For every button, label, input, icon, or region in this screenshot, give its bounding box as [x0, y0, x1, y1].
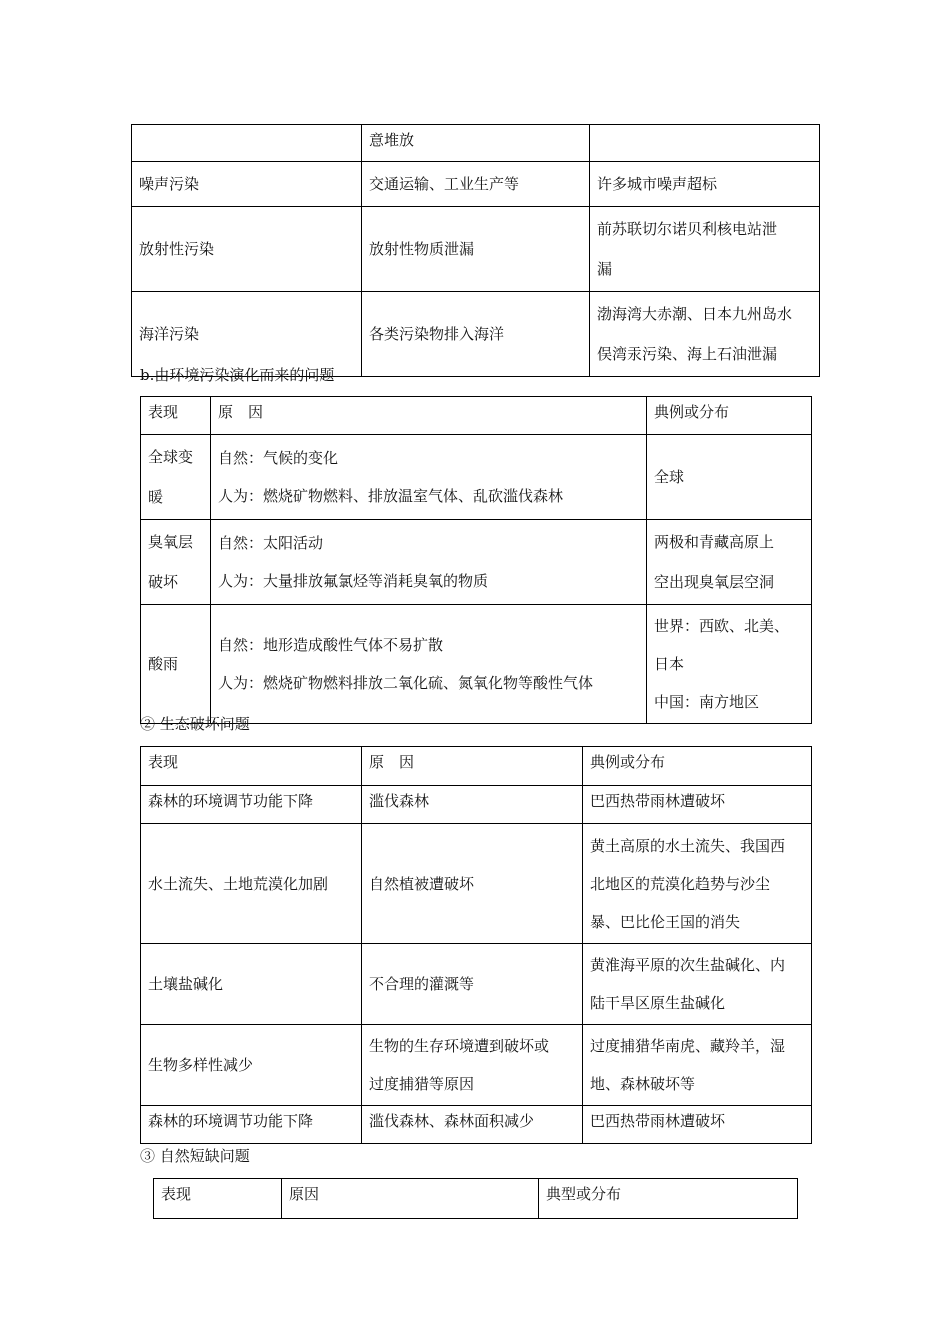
- table-cell: 滥伐森林、森林面积减少: [362, 1106, 583, 1144]
- table-cell: 巴西热带雨林遭破坏: [583, 1106, 812, 1144]
- table-cell: 水土流失、土地荒漠化加剧: [141, 824, 362, 944]
- table-row: [141, 435, 812, 520]
- table-row: [141, 944, 812, 1025]
- table-cell: 自然植被遭破坏: [362, 824, 583, 944]
- table-cell: 意堆放: [362, 125, 590, 162]
- table-cell: 放射性物质泄漏: [362, 207, 590, 292]
- table-cell: [583, 824, 812, 944]
- table-cell: [211, 520, 647, 605]
- column-header: 典例或分布: [583, 747, 812, 786]
- cell-line: 渤海湾大赤潮、日本九州岛水: [597, 305, 793, 323]
- table-row: [141, 605, 812, 724]
- cell-line: 漏: [597, 260, 613, 278]
- table-cell: [647, 435, 812, 520]
- table-cell: [647, 605, 812, 724]
- table-cell: 交通运输、工业生产等: [362, 162, 590, 207]
- cell-line: 俣湾汞污染、海上石油泄漏: [597, 345, 778, 363]
- cell-line: 世界：西欧、北美、: [654, 617, 790, 635]
- resource-shortage-table: [153, 1178, 798, 1219]
- cell-line: 前苏联切尔诺贝利核电站泄: [597, 220, 778, 238]
- table-cell: 滥伐森林: [362, 786, 583, 824]
- section-heading-b: b.由环境污染演化而来的问题: [140, 366, 335, 384]
- table-cell: 各类污染物排入海洋: [362, 292, 590, 377]
- cell-line: 全球: [654, 468, 685, 486]
- cell-line: 黄土高原的水土流失、我国西: [590, 836, 786, 855]
- table-row: [141, 520, 812, 605]
- cell-line: 两极和青藏高原上: [654, 533, 775, 551]
- ecological-damage-table: [140, 746, 812, 1144]
- cell-line: 过度捕猎等原因: [369, 1075, 475, 1093]
- cell-line: 暖: [148, 488, 164, 506]
- table-header-row: [141, 747, 812, 786]
- cell-line: 臭氧层: [148, 533, 194, 551]
- table-cell: [362, 1025, 583, 1106]
- cell-line: 陆干旱区原生盐碱化: [590, 994, 726, 1012]
- table-cell: 许多城市噪声超标: [590, 162, 820, 207]
- table-row: [141, 1025, 812, 1106]
- cell-line: 中国：南方地区: [654, 693, 760, 711]
- table-cell: 生物多样性减少: [141, 1025, 362, 1106]
- table-cell: 放射性污染: [132, 207, 362, 292]
- table-row: [132, 207, 820, 292]
- column-header: 表现: [141, 397, 211, 435]
- table-cell: 森林的环境调节功能下降: [141, 1106, 362, 1144]
- table-cell: [132, 125, 362, 162]
- pollution-table: [131, 124, 820, 377]
- column-header: 典型或分布: [539, 1179, 798, 1219]
- table-row: [141, 1106, 812, 1144]
- table-cell: 酸雨: [141, 605, 211, 724]
- evolved-problems-table: [140, 396, 812, 724]
- column-header: 原 因: [211, 397, 647, 435]
- cell-line: 自然：气候的变化: [218, 449, 339, 467]
- cell-line: 地、森林破坏等: [590, 1075, 696, 1093]
- section-heading-2: ② 生态破坏问题: [140, 715, 250, 733]
- table-cell: [590, 207, 820, 292]
- table-cell: [141, 435, 211, 520]
- column-header: 原因: [282, 1179, 539, 1219]
- table-cell: [583, 944, 812, 1025]
- table-cell: 森林的环境调节功能下降: [141, 786, 362, 824]
- column-header: 原 因: [362, 747, 583, 786]
- table-row: [132, 162, 820, 207]
- table-cell: 海洋污染: [132, 292, 362, 377]
- section-heading-3: ③ 自然短缺问题: [140, 1147, 250, 1165]
- cell-line: 人为：燃烧矿物燃料排放二氧化硫、氮氧化物等酸性气体: [218, 674, 594, 692]
- cell-line: 全球变: [148, 448, 194, 466]
- cell-line: 日本: [654, 655, 685, 673]
- cell-line: 自然：太阳活动: [218, 534, 324, 552]
- table-cell: [590, 125, 820, 162]
- table-cell: [590, 292, 820, 377]
- table-row: [132, 125, 820, 162]
- table-cell: 噪声污染: [132, 162, 362, 207]
- cell-line: 黄淮海平原的次生盐碱化、内: [590, 956, 786, 974]
- table-cell: [211, 605, 647, 724]
- cell-line: 北地区的荒漠化趋势与沙尘: [590, 874, 771, 893]
- cell-line: 自然：地形造成酸性气体不易扩散: [218, 636, 444, 654]
- column-header: 表现: [141, 747, 362, 786]
- cell-line: 人为：燃烧矿物燃料、排放温室气体、乱砍滥伐森林: [218, 487, 564, 505]
- table-row: [132, 292, 820, 377]
- table-cell: [211, 435, 647, 520]
- table-cell: 土壤盐碱化: [141, 944, 362, 1025]
- table-row: [141, 824, 812, 944]
- column-header: 表现: [154, 1179, 282, 1219]
- table-row: [141, 786, 812, 824]
- table-cell: [647, 520, 812, 605]
- column-header: 典例或分布: [647, 397, 812, 435]
- table-header-row: [154, 1179, 798, 1219]
- table-header-row: [141, 397, 812, 435]
- table-cell: 巴西热带雨林遭破坏: [583, 786, 812, 824]
- cell-line: 生物的生存环境遭到破坏或: [369, 1037, 550, 1055]
- cell-line: 人为：大量排放氟氯烃等消耗臭氧的物质: [218, 572, 489, 590]
- cell-line: 破坏: [148, 573, 179, 591]
- cell-line: 过度捕猎华南虎、藏羚羊，湿: [590, 1037, 786, 1055]
- table-cell: [141, 520, 211, 605]
- cell-line: 空出现臭氧层空洞: [654, 573, 775, 591]
- table-cell: [583, 1025, 812, 1106]
- cell-line: 暴、巴比伦王国的消失: [590, 912, 741, 931]
- table-cell: 不合理的灌溉等: [362, 944, 583, 1025]
